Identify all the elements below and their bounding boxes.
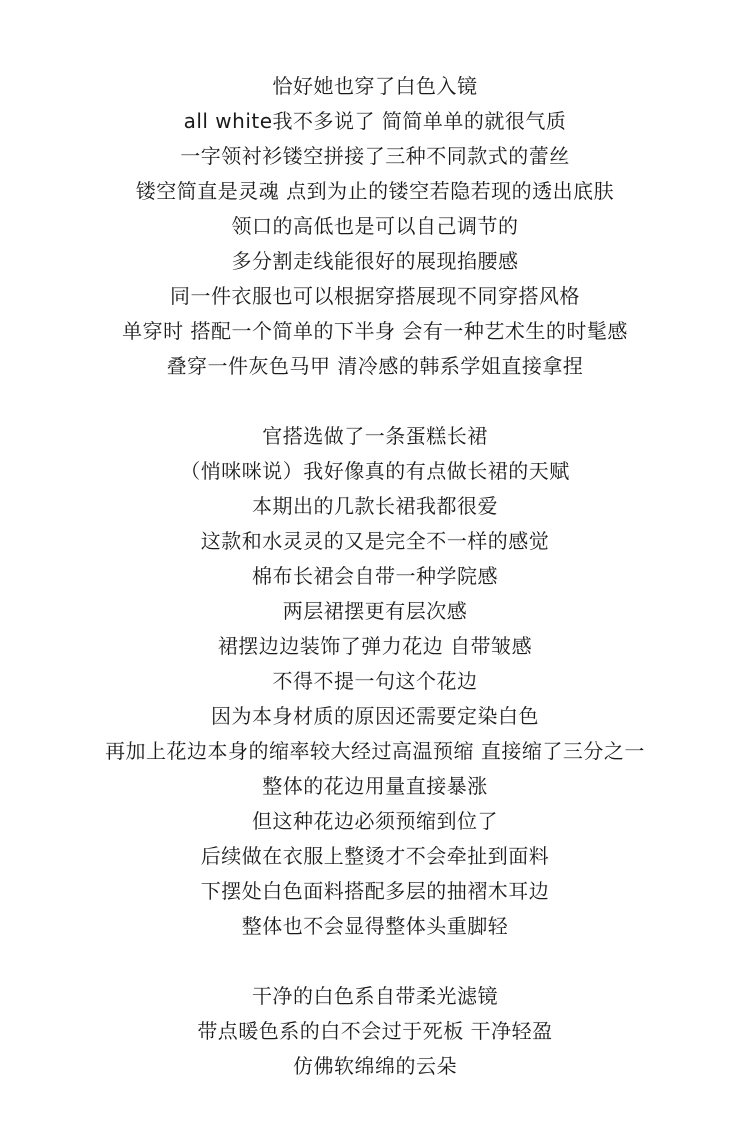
paragraph-skirt-description — [0, 419, 750, 944]
text-line: 整体也不会显得整体头重脚轻 — [241, 914, 509, 938]
text-line: （悄咪咪说）我好像真的有点做长裙的天赋 — [180, 459, 570, 483]
text-line: 同一件衣服也可以根据穿搭展现不同穿搭风格 — [170, 284, 580, 308]
text-line: 但这种花边必须预缩到位了 — [252, 809, 498, 833]
text-line: 两层裙摆更有层次感 — [282, 599, 468, 623]
text-line: 恰好她也穿了白色入镜 — [272, 74, 478, 98]
text-line: 后续做在衣服上整烫才不会牵扯到面料 — [200, 844, 550, 868]
text-line: 领口的高低也是可以自己调节的 — [231, 214, 519, 238]
text-line: 不得不提一句这个花边 — [272, 669, 478, 693]
text-line: 多分割走线能很好的展现掐腰感 — [231, 249, 519, 273]
paragraph-color-description — [0, 979, 750, 1084]
paragraph-top-description — [0, 69, 750, 384]
text-line: 再加上花边本身的缩率较大经过高温预缩 直接缩了三分之一 — [105, 739, 645, 763]
text-line: 叠穿一件灰色马甲 清冷感的韩系学姐直接拿捏 — [166, 354, 584, 378]
text-line: 因为本身材质的原因还需要定染白色 — [211, 704, 539, 728]
text-line: 仿佛软绵绵的云朵 — [293, 1054, 457, 1078]
text-line: 棉布长裙会自带一种学院感 — [252, 564, 498, 588]
text-line: 本期出的几款长裙我都很爱 — [252, 494, 498, 518]
text-line: 裙摆边边装饰了弹力花边 自带皱感 — [217, 634, 533, 658]
text-line: 镂空简直是灵魂 点到为止的镂空若隐若现的透出底肤 — [135, 179, 615, 203]
text-line: 一字领衬衫镂空拼接了三种不同款式的蕾丝 — [180, 144, 570, 168]
text-line: 带点暖色系的白不会过于死板 干净轻盈 — [197, 1019, 553, 1043]
text-line: 整体的花边用量直接暴涨 — [262, 774, 488, 798]
text-line: 官搭选做了一条蛋糕长裙 — [262, 424, 488, 448]
text-line: 单穿时 搭配一个简单的下半身 会有一种艺术生的时髦感 — [122, 319, 628, 343]
text-line: all white我不多说了 简简单单的就很气质 — [183, 109, 567, 133]
text-line: 下摆处白色面料搭配多层的抽褶木耳边 — [200, 879, 550, 903]
text-line: 干净的白色系自带柔光滤镜 — [252, 984, 498, 1008]
text-line: 这款和水灵灵的又是完全不一样的感觉 — [200, 529, 550, 553]
